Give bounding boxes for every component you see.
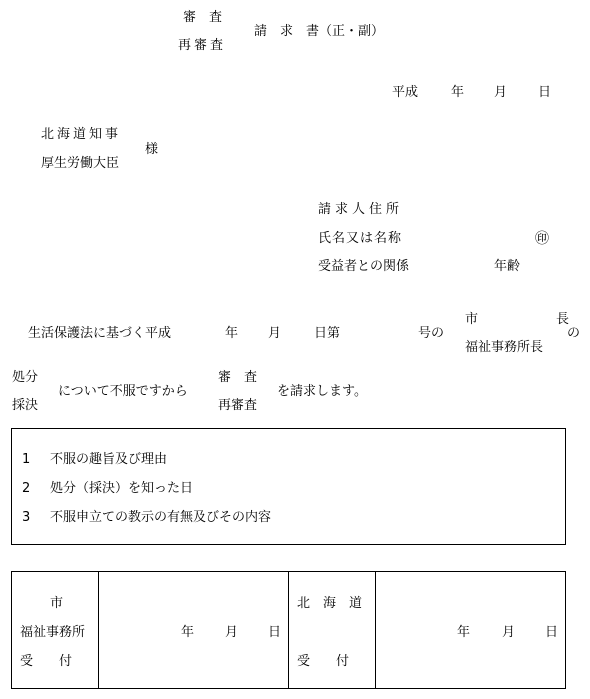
statement-decision: 採決: [12, 398, 39, 413]
statement-rereview: 再審査: [218, 398, 258, 413]
reason-number: 2: [22, 481, 31, 496]
receipt-divider: [98, 571, 99, 689]
addressee-honorific: 様: [145, 142, 159, 157]
claimant-name-label: 氏名又は名称: [318, 231, 403, 246]
receipt-right-year: 年: [457, 625, 471, 640]
receipt-left-day: 日: [268, 625, 282, 640]
statement-day-no: 日第: [314, 326, 341, 341]
receipt-left-month: 月: [225, 625, 239, 640]
statement-review: 審 査: [218, 370, 258, 385]
statement-office-mayor: 市 長: [465, 312, 570, 327]
receipt-left-year: 年: [181, 625, 195, 640]
statement-particle: の: [567, 326, 581, 341]
addressee-minister: 厚生労働大臣: [41, 156, 120, 171]
date-month: 月: [494, 85, 508, 100]
receipt-city-label: 市: [50, 596, 64, 611]
claimant-relation-label: 受益者との関係: [318, 259, 410, 274]
receipt-hokkaido-label: 北 海 道: [297, 596, 363, 611]
date-year: 年: [451, 85, 465, 100]
statement-month: 月: [268, 326, 282, 341]
receipt-right-day: 日: [545, 625, 559, 640]
statement-request: を請求します。: [277, 384, 367, 399]
receipt-divider: [288, 571, 289, 689]
reason-text: 不服申立ての教示の有無及びその内容: [50, 510, 272, 525]
reason-number: 1: [22, 452, 31, 467]
claimant-age-label: 年齢: [494, 259, 521, 274]
statement-office-welfare: 福祉事務所長: [465, 340, 544, 355]
statement-disposition: 処分: [12, 370, 39, 385]
statement-year: 年: [225, 326, 239, 341]
form-title: 請 求 書（正・副）: [254, 24, 385, 39]
receipt-right-month: 月: [502, 625, 516, 640]
addressee-governor: 北海道知事: [41, 127, 122, 142]
reason-text: 不服の趣旨及び理由: [50, 452, 168, 467]
reason-number: 3: [22, 510, 31, 525]
date-era: 平成: [392, 85, 419, 100]
title-type-rereview: 再審査: [178, 38, 227, 53]
receipt-accepted-label: 受 付: [297, 654, 350, 669]
statement-prefix: 生活保護法に基づく平成: [28, 326, 172, 341]
statement-number-no: 号の: [418, 326, 445, 341]
date-day: 日: [538, 85, 552, 100]
title-type-review: 審 査: [183, 10, 223, 25]
statement-about: について不服ですから: [58, 384, 188, 399]
seal-mark: ㊞: [535, 231, 549, 247]
receipt-accepted-label: 受 付: [20, 654, 73, 669]
reason-text: 処分（採決）を知った日: [50, 481, 194, 496]
receipt-divider: [375, 571, 376, 689]
claimant-address-label: 請求人住所: [318, 202, 404, 217]
receipt-welfare-office-label: 福祉事務所: [20, 625, 86, 640]
